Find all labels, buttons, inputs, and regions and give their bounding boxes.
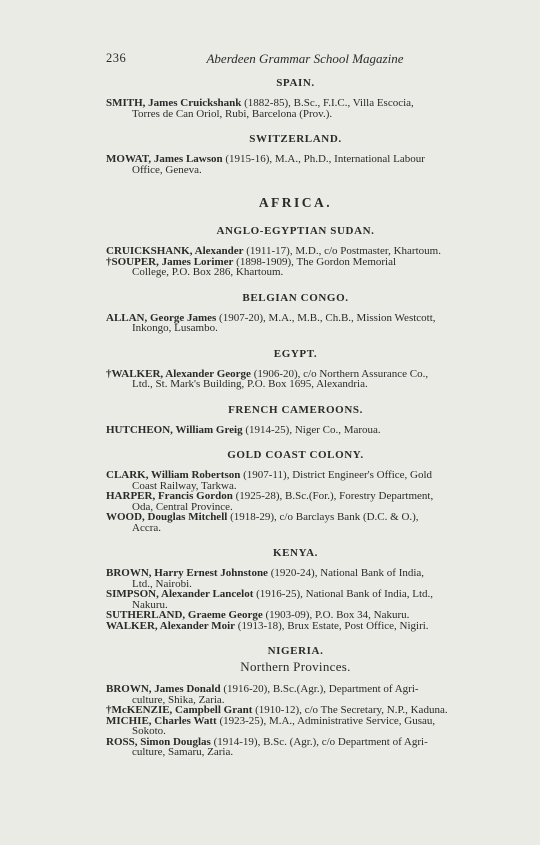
section-heading-belgian-congo: BELGIAN CONGO. bbox=[242, 291, 349, 304]
entry-name: SMITH, James Cruickshank bbox=[106, 97, 242, 109]
subsection-heading-northern-provinces: Northern Provinces. bbox=[240, 659, 351, 674]
section-heading-anglo-egyptian-sudan: ANGLO-EGYPTIAN SUDAN. bbox=[216, 225, 375, 237]
entry-details: (1907-20), M.A., M.B., Ch.B., Mission Westcott, bbox=[216, 311, 436, 324]
entry bbox=[106, 369, 485, 390]
entry-details: (1903-09), P.O. Box 34, Nakuru. bbox=[262, 609, 410, 621]
section-heading-kenya: KENYA. bbox=[272, 547, 319, 559]
entry-details: (1916-25), National Bank of India, Ltd., bbox=[253, 588, 434, 600]
entry-name: BROWN, James Donald bbox=[106, 683, 221, 695]
entry-name: †SOUPER, James Lorimer bbox=[106, 255, 234, 268]
entry-name: CRUICKSHANK, Alexander bbox=[106, 245, 244, 257]
entry-name: SIMPSON, Alexander Lancelot bbox=[106, 588, 254, 600]
entry-name: WALKER, Alexander Moir bbox=[106, 619, 236, 632]
entry-name: MOWAT, James Lawson bbox=[106, 153, 223, 165]
entry bbox=[106, 621, 485, 632]
entry-details: (1914-19), B.Sc. (Agr.), c/o Department of Agri- bbox=[210, 735, 428, 748]
entry-name: MICHIE, Charles Watt bbox=[106, 714, 217, 727]
entry-continuation: Inkongo, Lusambo. bbox=[132, 322, 218, 334]
section-heading-egypt: EGYPT. bbox=[273, 347, 318, 360]
page-header bbox=[106, 51, 484, 67]
entry-continuation: Office, Geneva. bbox=[132, 163, 202, 176]
section-heading-spain: SPAIN. bbox=[276, 77, 315, 89]
entry-name: †McKENZIE, Campbell Grant bbox=[106, 704, 253, 716]
entry bbox=[106, 589, 485, 610]
entry-name: WOOD, Douglas Mitchell bbox=[106, 511, 228, 523]
entry-name: ALLAN, George James bbox=[106, 311, 217, 324]
entry-name: HUTCHEON, William Greig bbox=[106, 423, 243, 436]
entry-details: (1907-11), District Engineer's Office, Gold bbox=[240, 469, 433, 481]
entry-continuation: Coast Railway, Tarkwa. bbox=[132, 479, 237, 492]
region-heading-africa: AFRICA. bbox=[258, 195, 333, 210]
entry-continuation: College, P.O. Box 286, Khartoum. bbox=[132, 266, 284, 278]
entry-details: (1925-28), B.Sc.(For.), Forestry Department, bbox=[232, 490, 434, 502]
entry-details: (1882-85), B.Sc., F.I.C., Villa Escocia, bbox=[241, 97, 414, 109]
entry-continuation: culture, Samaru, Zaria. bbox=[132, 746, 234, 758]
entry bbox=[106, 491, 485, 512]
entry-name: BROWN, Harry Ernest Johnstone bbox=[106, 567, 268, 579]
entry bbox=[106, 154, 485, 175]
section-heading-nigeria: NIGERIA. bbox=[267, 645, 324, 657]
entry-continuation: Ltd., St. Mark's Building, P.O. Box 1695, Alexandria. bbox=[132, 378, 368, 390]
entry-details: (1915-16), M.A., Ph.D., International Labour bbox=[222, 153, 425, 165]
entry bbox=[106, 737, 485, 758]
section-heading-french-cameroons: FRENCH CAMEROONS. bbox=[228, 403, 363, 416]
entry-continuation: culture, Shika, Zaria. bbox=[132, 693, 225, 706]
entry-details: (1918-29), c/o Barclays Bank (D.C. & O.), bbox=[227, 511, 419, 523]
entry bbox=[106, 313, 485, 334]
entry bbox=[106, 425, 485, 436]
entry-name: SUTHERLAND, Graeme George bbox=[106, 609, 263, 621]
page-body bbox=[106, 77, 485, 758]
entry-continuation: Oda, Central Province. bbox=[132, 500, 233, 513]
entry-details: (1914-25), Niger Co., Maroua. bbox=[242, 423, 381, 436]
entry bbox=[106, 257, 485, 278]
entry-continuation: Nakuru. bbox=[132, 598, 168, 611]
entry-continuation: Torres de Can Oriol, Rubi, Barcelona (Prov.). bbox=[132, 107, 333, 120]
entry-details: (1910-12), c/o The Secretary, N.P., Kaduna. bbox=[252, 704, 448, 716]
entry-details: (1911-17), M.D., c/o Postmaster, Khartoum. bbox=[243, 245, 441, 257]
entry-name: †WALKER, Alexander George bbox=[106, 367, 251, 380]
entry-continuation: Ltd., Nairobi. bbox=[132, 577, 192, 590]
entry-name: HARPER, Francis Gordon bbox=[106, 490, 233, 502]
entry-name: CLARK, William Robertson bbox=[106, 469, 241, 481]
entry bbox=[106, 512, 485, 533]
entry bbox=[106, 568, 485, 589]
entry-details: (1898-1909), The Gordon Memorial bbox=[233, 255, 397, 268]
section-heading-switzerland: SWITZERLAND. bbox=[249, 133, 342, 145]
entry bbox=[106, 98, 485, 119]
entry-continuation: Accra. bbox=[132, 521, 162, 534]
entry bbox=[106, 470, 485, 491]
entry-details: (1920-24), National Bank of India, bbox=[267, 567, 425, 579]
running-title: Aberdeen Grammar School Magazine bbox=[206, 51, 404, 66]
entry-details: (1916-20), B.Sc.(Agr.), Department of Agri- bbox=[220, 683, 419, 695]
entry-name: ROSS, Simon Douglas bbox=[106, 735, 211, 748]
entry-details: (1913-18), Brux Estate, Post Office, Nigiri. bbox=[235, 619, 429, 632]
entry bbox=[106, 684, 485, 705]
entry-details: (1906-20), c/o Northern Assurance Co., bbox=[250, 367, 429, 380]
entry-details: (1923-25), M.A., Administrative Service, Gusau, bbox=[216, 714, 436, 727]
section-heading-gold-coast-colony: GOLD COAST COLONY. bbox=[227, 449, 364, 461]
entry-continuation: Sokoto. bbox=[132, 725, 166, 737]
entry bbox=[106, 716, 485, 737]
page-number: 236 bbox=[106, 51, 127, 65]
